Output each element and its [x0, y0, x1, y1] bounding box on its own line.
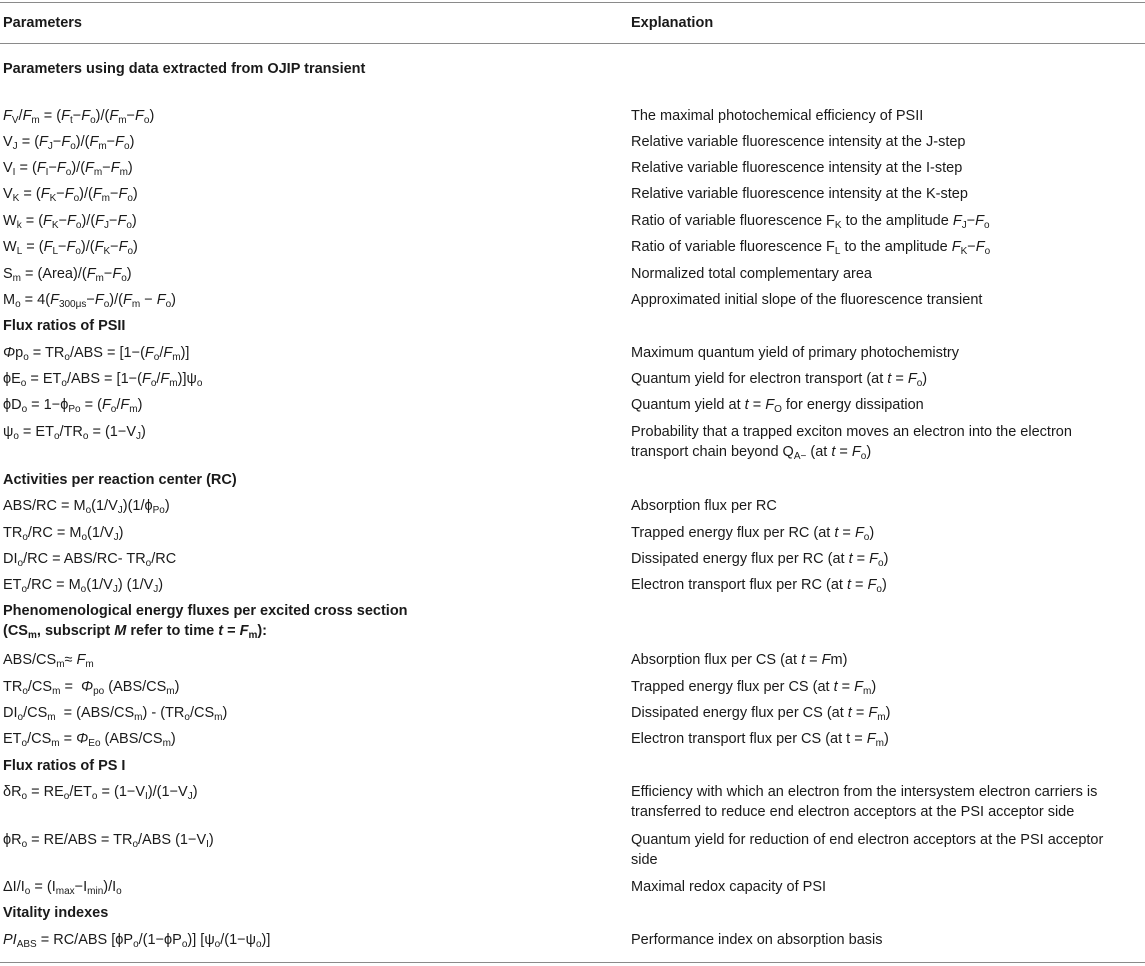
explanation: Quantum yield for electron transport (at $t = F_o$): [631, 371, 928, 389]
explanation: Quantum yield at $t = F_O$ for energy dissipation: [631, 397, 924, 415]
formula-phido: $\phi D_o = 1-\phi_{Po} = (F_o/F_m)$: [3, 397, 143, 415]
formula-trocs: $TR_o/CS_m = \Phi_{po}$ $(ABS/CS_m)$: [3, 679, 180, 697]
bottom-rule: [0, 962, 1145, 963]
explanation: Maximal redox capacity of PSI: [631, 879, 827, 895]
explanation: Absorption flux per RC: [631, 498, 777, 514]
formula-vi: $V_I = (F_I-F_o)/(F_m-F_m)$: [3, 160, 133, 178]
explanation: Absorption flux per CS (at t = Fm): [631, 652, 848, 668]
explanation: Dissipated energy flux per RC (at $t = F_o$): [631, 551, 889, 569]
formula-piabs: $PI_{ABS} = RC/ABS$ $[\phi P_o/(1-\phi P_o)]$ $[\psi_o/(1-\psi_o)]$: [3, 932, 271, 950]
formula-wl: $W_L = (F_L-F_o)/(F_K-F_o)$: [3, 239, 138, 257]
explanation: Ratio of variable fluorescence $F_L$ to the amplitude $F_K-F_o$: [631, 239, 991, 257]
explanation: Relative variable fluorescence intensity at the I-step: [631, 160, 963, 176]
section-title: Phenomenological energy fluxes per excited cross section ($CS_m$, subscript M refer to time $t = F_m$):: [3, 603, 408, 641]
top-rule: [0, 2, 1145, 3]
formula-vk: $V_K = (F_K-F_o)/(F_m-F_o)$: [3, 186, 138, 204]
explanation: Electron transport flux per CS (at $t = F_m$): [631, 731, 889, 749]
formula-diocs: $DI_o/CS_m = (ABS/CS_m) - (TR_o/CS_m)$: [3, 705, 228, 723]
formula-wk: $W_k = (F_K-F_o)/(F_J-F_o)$: [3, 213, 137, 231]
formula-phiro: $\phi R_o = RE/ABS = TR_o/ABS$ $(1-V_I)$: [3, 832, 214, 850]
explanation: Approximated initial slope of the fluorescence transient: [631, 292, 983, 308]
section-title: Parameters using data extracted from OJIP transient: [3, 61, 366, 77]
section-title: Activities per reaction center (RC): [3, 472, 237, 488]
section-title: Vitality indexes: [3, 905, 109, 921]
header-rule: [0, 43, 1145, 44]
header-explanation: Explanation: [631, 15, 714, 31]
explanation: Maximum quantum yield of primary photochemistry: [631, 345, 959, 361]
explanation: Ratio of variable fluorescence $F_K$ to the amplitude $F_J-F_o$: [631, 213, 990, 231]
section-title: Flux ratios of PS I: [3, 758, 126, 774]
formula-eorc: $ET_o/RC = M_o(1/V_J)$ $(1/V_J)$: [3, 577, 164, 595]
formula-mo: $M_o = 4(F_{300\mu s}-F_o)/(F_m - F_o)$: [3, 292, 176, 310]
header-parameters: Parameters: [3, 15, 82, 31]
explanation: Relative variable fluorescence intensity at the J-step: [631, 134, 966, 150]
explanation: The maximal photochemical efficiency of PSII: [631, 108, 924, 124]
explanation: Performance index on absorption basis: [631, 932, 883, 948]
explanation: Quantum yield for reduction of end electron acceptors at the PSI acceptor side: [631, 832, 1104, 868]
formula-phipo: $\Phi p_o = TR_o/ABS = [1-(F_o/F_m)]$: [3, 345, 190, 363]
explanation: Trapped energy flux per CS (at $t = F_m$): [631, 679, 877, 697]
formula-absrc: $ABS/RC = M_o(1/V_J)(1/\phi_{Po})$: [3, 498, 170, 516]
explanation: Probability that a trapped exciton moves an electron into the electron transport chain beyond $Q_{A-}$ (at $t = F_o$): [631, 424, 1072, 462]
explanation: Relative variable fluorescence intensity at the K-step: [631, 186, 968, 202]
explanation: Efficiency with which an electron from the intersystem electron carriers is transferred to reduce end electron acceptors at the PSI acceptor side: [631, 784, 1098, 820]
formula-diorc: $DI_o/RC = ABS/RC-$ $TR_o/RC$: [3, 551, 177, 569]
formula-abscs: ABS/$CS_m\approx F_m$: [3, 652, 94, 670]
formula-dio: $\Delta I/I_o = (I_{max}-I_{min})/I_o$: [3, 879, 122, 897]
section-title: Flux ratios of PSII: [3, 318, 126, 334]
explanation: Electron transport flux per RC (at $t = F_o$): [631, 577, 887, 595]
formula-vj: $V_J = (F_J-F_o)/(F_m-F_o)$: [3, 134, 135, 152]
formula-fvfm: $F_V/F_m = (F_t-F_o)/(F_m-F_o)$: [3, 108, 155, 126]
formula-phieo: $\phi E_o = ET_o/ABS = [1-(F_o/F_m)]\psi_o$: [3, 371, 203, 389]
formula-psio: $\psi_o = ET_o/TR_o = (1-V_J)$: [3, 424, 146, 442]
explanation: Dissipated energy flux per CS (at $t = F_m$): [631, 705, 891, 723]
explanation: Normalized total complementary area: [631, 266, 872, 282]
formula-eocs: $ET_o/CS_m = \Phi_{Eo}$ $(ABS/CS_m)$: [3, 731, 176, 749]
formula-sm: $S_m$ = $(Area)/(F_m-F_o)$: [3, 266, 132, 284]
formula-dro: $\delta R_o = RE_o/ET_o = (1-V_I)/(1-V_J)$: [3, 784, 198, 802]
explanation: Trapped energy flux per RC (at $t = F_o$): [631, 525, 875, 543]
formula-trorc: $TR_o/RC = M_o(1/V_J)$: [3, 525, 124, 543]
